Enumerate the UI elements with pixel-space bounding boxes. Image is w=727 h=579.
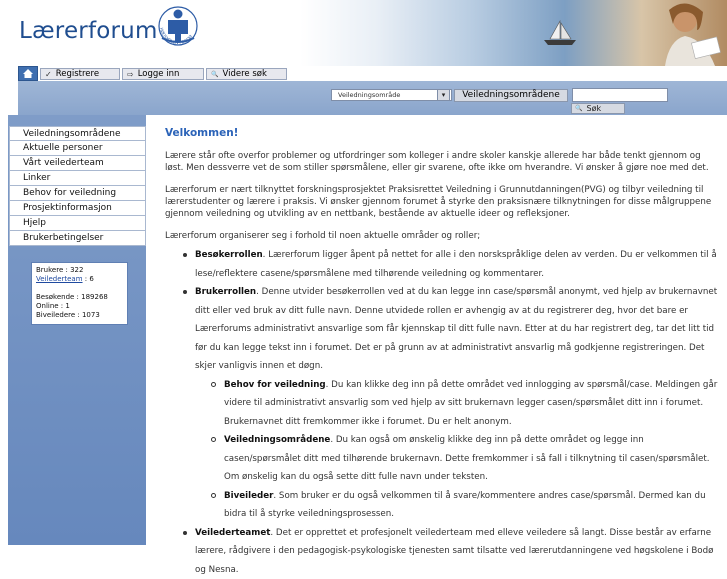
login-arrow-icon: ⇨	[127, 70, 134, 79]
search-button[interactable]	[571, 103, 625, 114]
stat-besokende: Besøkende : 189268	[36, 293, 123, 302]
role-title: Veilederteamet	[195, 528, 270, 538]
sub-role-title: Behov for veiledning	[224, 380, 326, 390]
seal-text: HØGSKOLEN I BODØ	[159, 27, 194, 45]
sidebar-item-linker[interactable]: Linker	[9, 171, 146, 186]
sidebar-item-prosjektinformasjon[interactable]: Prosjektinformasjon	[9, 201, 146, 216]
side-navigation	[9, 126, 146, 246]
veilederteam-count: : 6	[85, 275, 94, 283]
boat-icon	[540, 18, 580, 48]
search-input[interactable]	[572, 88, 668, 102]
stat-biveiledere: Biveiledere : 1073	[36, 311, 123, 320]
site-statistics-box	[31, 262, 128, 325]
role-text: . Lærerforum ligger åpent på nettet for alle i den norskspråklige delen av verden. Du er velkommen til å lese/reflektere casene/spørsmålene med tilhørende veiledning og kommentarer.	[195, 250, 717, 279]
role-text: . Denne utvider besøkerrollen ved at du kan legge inn case/spørsmål anonymt, ved hjelp av brukernavnet ditt eller ved bruk av ditt fulle navn. Denne utvidede rollen er avhengig av at du registrerer deg, hvor det bare er Lærerforums administrativt ansvarlige som får kjennskap til ditt fulle navn. Etter at du har registrert deg, tar det litt tid før du kan legge tekst inn i forumet. Det er på grunn av at administrativt ansvarlig må godkjenne registreringen. Det skjer vanligvis innen et døgn.	[195, 287, 717, 371]
area-go-button[interactable]: Veiledningsområdene	[454, 89, 568, 102]
role-title: Brukerrollen	[195, 287, 256, 297]
intro-paragraph-1: Lærere står ofte overfor problemer og utfordringer som kolleger i andre skoler kanskje allerede har både tenkt gjennom og løst. Men dessverre vet de som stiller spørsmålene, eller gir svarene, ofte ikke om hverandre. Vi ønsker å gjøre noe med det.	[165, 150, 718, 174]
header-banner-photo	[300, 0, 727, 66]
sidebar-item-vart-veilederteam[interactable]: Vårt veilederteam	[9, 156, 146, 171]
person-reading-photo	[655, 0, 727, 66]
tab-logge-inn-label: Logge inn	[138, 69, 180, 79]
home-tab[interactable]	[18, 66, 38, 81]
intro-paragraph-2: Lærerforum er nært tilknyttet forskningsprosjektet Praksisrettet Veiledning i Grunnutdanningen(PVG) og tilbyr veiledning til lærerstudenter og lærere i praksis. Vi ønsker gjennom forumet å styrke den praksisnære tilknytningen for disse målgruppene gjennom veiledning og utvikling av en nettbank, bestående av aktuelle ideer og refleksjoner.	[165, 184, 718, 220]
tab-videre-sok-label: Videre søk	[222, 69, 266, 79]
search-icon: 🔍	[211, 71, 218, 78]
search-button-label: Søk	[586, 104, 601, 113]
page-title: Velkommen!	[165, 127, 718, 139]
chevron-down-icon[interactable]: ▾	[437, 89, 450, 101]
checkmark-icon: ✓	[45, 70, 52, 79]
sidebar-item-behov-for-veiledning[interactable]: Behov for veiledning	[9, 186, 146, 201]
tab-videre-sok[interactable]	[206, 68, 287, 80]
sub-role-text: . Som bruker er du også velkommen til å svare/kommentere andres case/spørsmål. Dermed kan du bidra til å styrke veiledningsprosessen.	[224, 491, 706, 520]
site-header	[0, 0, 727, 66]
roles-list	[181, 246, 718, 579]
tab-logge-inn[interactable]	[122, 68, 204, 80]
sidebar-item-hjelp[interactable]: Hjelp	[9, 216, 146, 231]
stat-veilederteam	[36, 275, 123, 284]
main-content	[146, 115, 727, 545]
search-band	[18, 81, 727, 115]
intro-paragraph-3: Lærerforum organiserer seg i forhold til noen aktuelle områder og roller;	[165, 230, 718, 242]
tab-registrere-label: Registrere	[56, 69, 99, 79]
site-logo-text[interactable]: Lærerforum	[19, 18, 158, 44]
search-icon: 🔍	[575, 105, 582, 112]
sidebar-item-aktuelle-personer[interactable]: Aktuelle personer	[9, 141, 146, 156]
role-text: . Det er opprettet et profesjonelt veilederteam med elleve veiledere så langt. Disse består av erfarne lærere, rådgivere i den pedagogisk-psykologiske tjenesten samt tilsatte ved lærerutdanningene ved høgskolene i Bodø og Nesna.	[195, 528, 713, 575]
veilederteam-link[interactable]: Veilederteam	[36, 275, 83, 283]
area-select-dropdown[interactable]: Veiledningsområde	[331, 89, 452, 101]
sub-roles-list	[209, 376, 718, 524]
stat-online: Online : 1	[36, 302, 123, 311]
list-item-veilederteamet	[181, 524, 718, 579]
tab-registrere[interactable]	[40, 68, 120, 80]
left-margin	[0, 115, 8, 545]
sidebar-item-brukerbetingelser[interactable]: Brukerbetingelser	[9, 231, 146, 246]
list-item-omradene	[209, 431, 718, 487]
sub-role-text: . Du kan klikke deg inn på dette området ved innlogging av spørsmål/case. Meldingen går videre til administrativt ansvarlig som ved hjelp av sitt brukernavn legger casen/spørsmålet ditt inn i forumet. Brukernavnet ditt fremkommer ikke i forumet. Du er helt anonym.	[224, 380, 717, 427]
list-item-biveileder	[209, 487, 718, 524]
sub-role-title: Biveileder	[224, 491, 273, 501]
sidebar-item-veiledningsomradene[interactable]: Veiledningsområdene	[9, 126, 146, 141]
top-tabs-bar	[18, 66, 727, 81]
home-icon	[22, 68, 34, 79]
list-item-behov	[209, 376, 718, 432]
role-title: Besøkerrollen	[195, 250, 263, 260]
list-item-besokerrollen	[181, 246, 718, 283]
stat-brukere: Brukere : 322	[36, 266, 123, 275]
college-seal-logo	[148, 4, 208, 62]
sub-role-text: . Du kan også om ønskelig klikke deg inn på dette området og legge inn casen/spørsmålet ditt med tilhørende brukernavn. Dette fremkommer i så fall i tilknytning til casen/spørsmålet. Om ønskelig kan du også sette ditt fulle navn under teksten.	[224, 435, 710, 482]
sub-role-title: Veiledningsområdene	[224, 435, 330, 445]
list-item-brukerrollen	[181, 283, 718, 524]
